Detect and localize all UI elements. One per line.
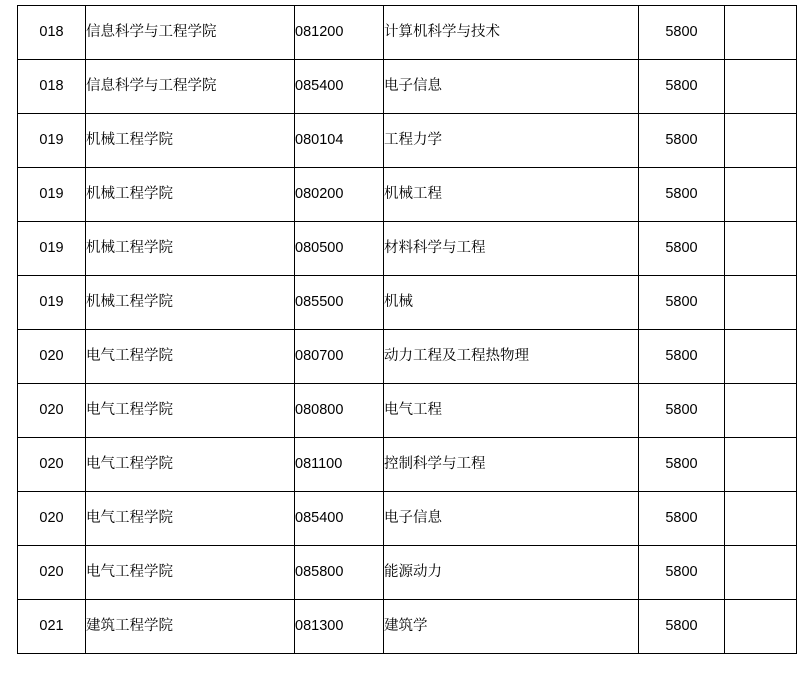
cell-fee: 5800 — [639, 60, 725, 114]
cell-major-name: 电气工程 — [384, 384, 639, 438]
cell-college-code: 019 — [18, 114, 86, 168]
cell-college-name: 信息科学与工程学院 — [86, 60, 295, 114]
cell-major-name: 工程力学 — [384, 114, 639, 168]
cell-college-name: 信息科学与工程学院 — [86, 6, 295, 60]
cell-major-code: 085400 — [295, 492, 384, 546]
cell-note — [725, 168, 797, 222]
cell-major-name: 计算机科学与技术 — [384, 6, 639, 60]
cell-college-name: 电气工程学院 — [86, 492, 295, 546]
cell-fee: 5800 — [639, 330, 725, 384]
cell-major-code: 080800 — [295, 384, 384, 438]
cell-major-name: 电子信息 — [384, 60, 639, 114]
cell-major-name: 材料科学与工程 — [384, 222, 639, 276]
cell-college-name: 机械工程学院 — [86, 114, 295, 168]
cell-note — [725, 60, 797, 114]
cell-major-code: 085500 — [295, 276, 384, 330]
cell-college-code: 019 — [18, 168, 86, 222]
cell-college-name: 电气工程学院 — [86, 546, 295, 600]
cell-note — [725, 600, 797, 654]
cell-fee: 5800 — [639, 492, 725, 546]
cell-note — [725, 330, 797, 384]
tuition-fee-table — [17, 5, 797, 654]
cell-note — [725, 114, 797, 168]
cell-college-code: 020 — [18, 384, 86, 438]
cell-major-name: 电子信息 — [384, 492, 639, 546]
cell-major-code: 080500 — [295, 222, 384, 276]
cell-major-name: 机械工程 — [384, 168, 639, 222]
cell-note — [725, 438, 797, 492]
cell-note — [725, 222, 797, 276]
cell-fee: 5800 — [639, 438, 725, 492]
cell-college-code: 020 — [18, 546, 86, 600]
cell-major-code: 081300 — [295, 600, 384, 654]
cell-major-code: 085400 — [295, 60, 384, 114]
document-page — [0, 5, 811, 681]
cell-college-name: 电气工程学院 — [86, 438, 295, 492]
cell-college-code: 020 — [18, 438, 86, 492]
cell-fee: 5800 — [639, 222, 725, 276]
cell-fee: 5800 — [639, 114, 725, 168]
table-row — [18, 276, 797, 330]
cell-college-name: 机械工程学院 — [86, 222, 295, 276]
table-row — [18, 222, 797, 276]
table-row — [18, 6, 797, 60]
cell-fee: 5800 — [639, 168, 725, 222]
cell-major-code: 085800 — [295, 546, 384, 600]
cell-major-name: 建筑学 — [384, 600, 639, 654]
cell-college-name: 电气工程学院 — [86, 330, 295, 384]
cell-college-code: 019 — [18, 222, 86, 276]
cell-major-code: 080200 — [295, 168, 384, 222]
cell-fee: 5800 — [639, 384, 725, 438]
cell-college-code: 018 — [18, 60, 86, 114]
cell-major-name: 动力工程及工程热物理 — [384, 330, 639, 384]
cell-note — [725, 492, 797, 546]
cell-college-code: 020 — [18, 330, 86, 384]
table-row — [18, 546, 797, 600]
table-row — [18, 330, 797, 384]
table-row — [18, 600, 797, 654]
cell-fee: 5800 — [639, 600, 725, 654]
cell-major-name: 能源动力 — [384, 546, 639, 600]
table-row — [18, 438, 797, 492]
table-body — [18, 6, 797, 654]
cell-fee: 5800 — [639, 276, 725, 330]
cell-fee: 5800 — [639, 546, 725, 600]
table-row — [18, 114, 797, 168]
cell-major-code: 081200 — [295, 6, 384, 60]
cell-college-name: 机械工程学院 — [86, 276, 295, 330]
cell-major-name: 机械 — [384, 276, 639, 330]
table-row — [18, 384, 797, 438]
cell-note — [725, 276, 797, 330]
cell-note — [725, 384, 797, 438]
cell-college-name: 机械工程学院 — [86, 168, 295, 222]
cell-note — [725, 6, 797, 60]
cell-major-name: 控制科学与工程 — [384, 438, 639, 492]
cell-note — [725, 546, 797, 600]
cell-major-code: 080104 — [295, 114, 384, 168]
cell-major-code: 081100 — [295, 438, 384, 492]
cell-fee: 5800 — [639, 6, 725, 60]
table-row — [18, 492, 797, 546]
cell-college-code: 019 — [18, 276, 86, 330]
cell-college-name: 电气工程学院 — [86, 384, 295, 438]
cell-college-code: 020 — [18, 492, 86, 546]
cell-college-code: 018 — [18, 6, 86, 60]
cell-college-name: 建筑工程学院 — [86, 600, 295, 654]
cell-major-code: 080700 — [295, 330, 384, 384]
table-row — [18, 168, 797, 222]
cell-college-code: 021 — [18, 600, 86, 654]
table-row — [18, 60, 797, 114]
